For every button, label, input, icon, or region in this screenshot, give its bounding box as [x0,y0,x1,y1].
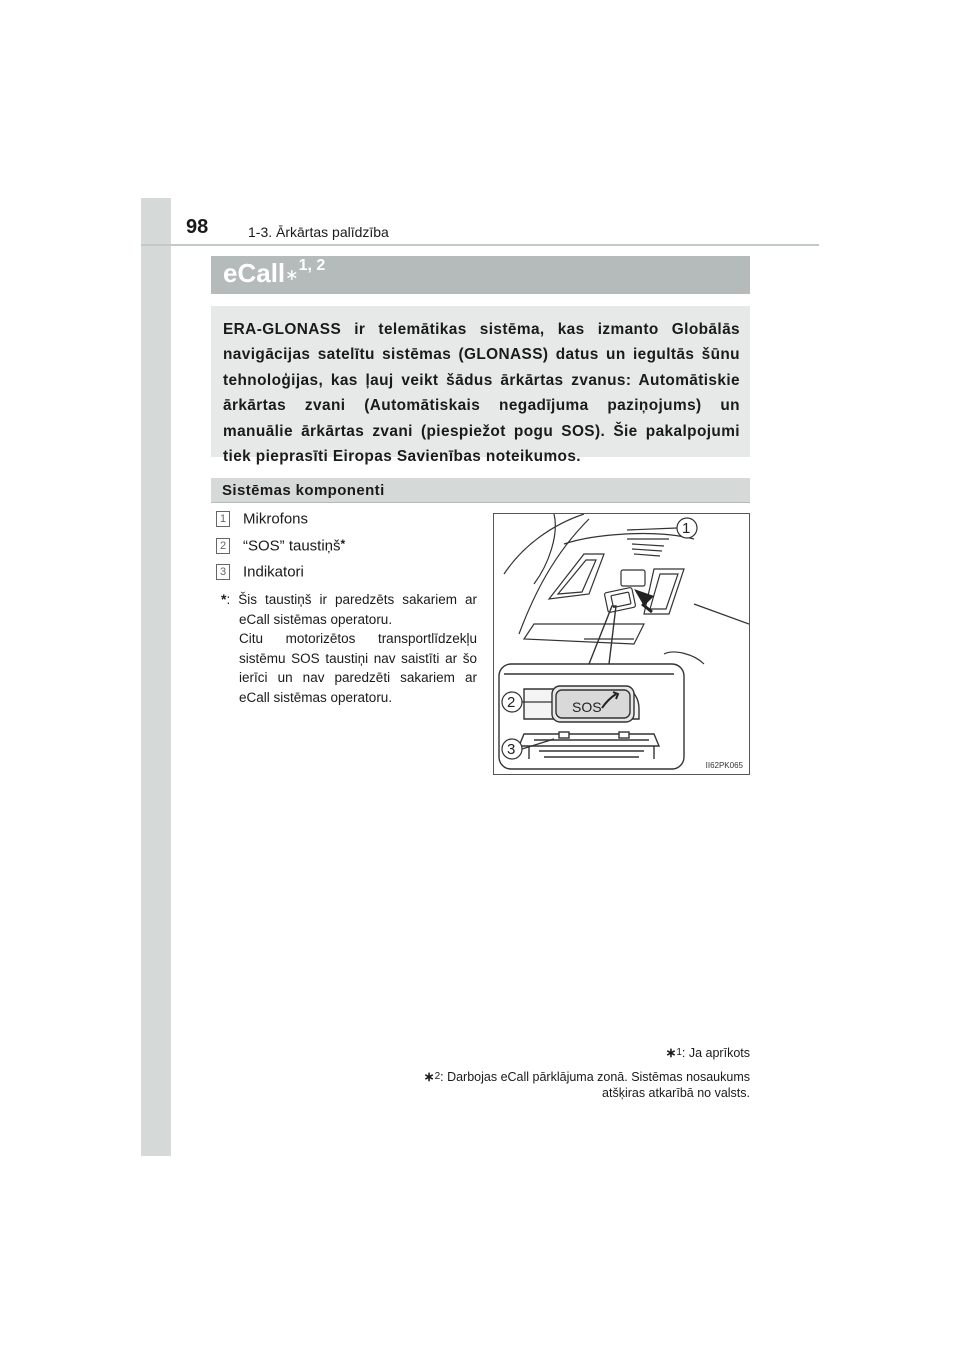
footnote-2 [424,1069,750,1101]
page-number: 98 [186,216,209,238]
footnote-1 [665,1045,750,1061]
intro-box [211,306,750,466]
title-main: eCall [223,258,286,288]
subsection-bar [211,478,750,503]
footnote-sup: 2 [434,1071,441,1082]
note-text-1: : Šis taustiņš ir paredzēts sakariem ar eCall sistēmas operatoru. [226,592,477,627]
callout-2: 2 [507,694,516,711]
footnote-sup: 1 [676,1047,682,1058]
item-number: 3 [216,564,230,580]
overhead-console-illustration [494,514,749,774]
list-item [216,510,308,528]
title-superscript: 1, 2 [298,257,326,274]
item-label: Indikatori [243,563,304,581]
footnote-text: : Darbojas eCall pārklājuma zonā. Sistēmas nosaukums [440,1070,750,1084]
title-star: ∗ [285,267,299,284]
sos-figure [493,513,750,775]
page-title [223,258,325,289]
item-label: “SOS” taustiņš [243,537,341,555]
list-item [216,537,345,555]
list-item [216,563,304,581]
note-line-2: Citu motorizētos transportlīdzekļu sistēmu SOS taustiņi nav saistīti ar šo ierīci un nav paredzēti sakariem ar eCall sistēmas operatoru. [239,631,477,705]
item-star: * [340,537,346,551]
figure-code: II62PK065 [705,761,743,770]
subsection-heading: Sistēmas komponenti [222,482,385,499]
page-sidebar-strip [141,198,171,1156]
footnote-text: : Ja aprīkots [681,1046,750,1060]
item-label: Mikrofons [243,510,309,528]
note-line-1 [221,590,477,629]
header-rule [141,244,819,246]
item-number: 2 [216,538,230,554]
footnote-star: ∗ [423,1069,435,1084]
sos-button-label: SOS [572,699,602,715]
callout-3: 3 [507,741,516,758]
section-header: 1-3. Ārkārtas palīdzība [248,224,389,240]
component-note [221,590,477,707]
callout-1: 1 [682,520,691,537]
item-number: 1 [216,511,230,527]
intro-text: ERA-GLONASS ir telemātikas sistēma, kas izmanto Globālās navigācijas satelītu sistēmas (GLONASS) datus un iegultās šūnu tehnoloģijas, kas ļauj veikt šādus ārkārtas zvanus: Automātiskie ārkārtas zvani (Automātiskais negadījuma paziņojums) un manuālie ārkārtas zvani (piespiežot pogu SOS). Šie pakalpojumi tiek pieprasīti Eiropas Savienības noteikumos. [223,321,740,466]
footnote-star: ∗ [665,1045,677,1060]
note-star: * [221,591,227,607]
footnote-text-continued: atšķiras atkarībā no valsts. [602,1086,750,1100]
title-bar [211,256,750,294]
